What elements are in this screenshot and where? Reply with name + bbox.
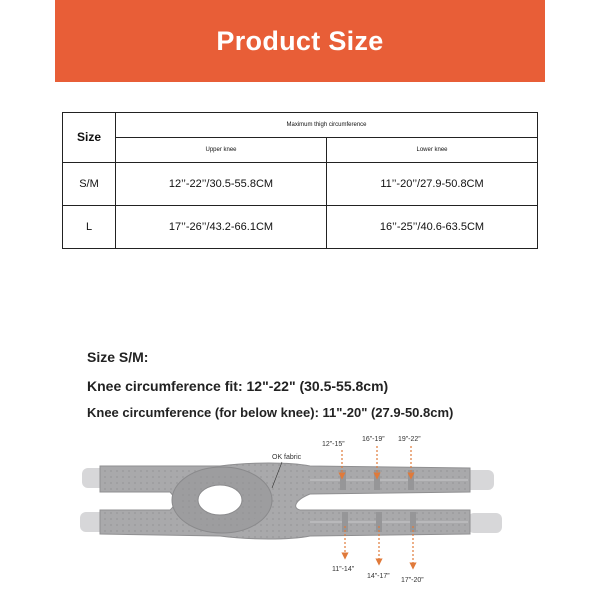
table-subheader-row xyxy=(63,137,538,162)
patella-hole xyxy=(198,485,242,515)
upper-knee-header: Upper knee xyxy=(116,137,327,162)
below-knee-fit-line: Knee circumference (for below knee): 11"-20" (27.9-50.8cm) xyxy=(87,405,454,420)
size-column-header: Size xyxy=(63,113,116,163)
ok-fabric-label: OK fabric xyxy=(272,454,302,461)
upper-knee-cell: 12’’-22’’/30.5-55.8CM xyxy=(116,162,327,205)
thigh-circumference-header: Maximum thigh circumference xyxy=(116,113,538,138)
size-cell: L xyxy=(63,205,116,248)
top-measure-label: 19”-22” xyxy=(398,436,421,443)
bottom-measure-label: 17”-20” xyxy=(401,577,424,584)
size-sm-label: Size S/M: xyxy=(87,349,149,365)
size-cell: S/M xyxy=(63,162,116,205)
knee-fit-line: Knee circumference fit: 12"-22" (30.5-55.8cm) xyxy=(87,378,389,394)
bottom-measure-label: 14”-17” xyxy=(367,573,390,580)
right-lower-tab xyxy=(468,513,502,533)
top-measure-label: 16”-19” xyxy=(362,436,385,443)
header-banner xyxy=(55,0,545,82)
upper-knee-cell: 17’’-26’’/43.2-66.1CM xyxy=(116,205,327,248)
table-row xyxy=(63,162,538,205)
lower-knee-cell: 11’’-20’’/27.9-50.8CM xyxy=(327,162,538,205)
table-row xyxy=(63,205,538,248)
knee-brace-illustration xyxy=(0,420,600,600)
size-table xyxy=(62,112,538,249)
table-header-row xyxy=(63,113,538,138)
brace-body xyxy=(100,463,470,539)
top-measure-label: 12”-15” xyxy=(322,441,345,448)
page-title: Product Size xyxy=(216,25,384,56)
bottom-measure-label: 11”-14” xyxy=(332,566,355,573)
lower-knee-header: Lower knee xyxy=(327,137,538,162)
lower-knee-cell: 16’’-25’’/40.6-63.5CM xyxy=(327,205,538,248)
